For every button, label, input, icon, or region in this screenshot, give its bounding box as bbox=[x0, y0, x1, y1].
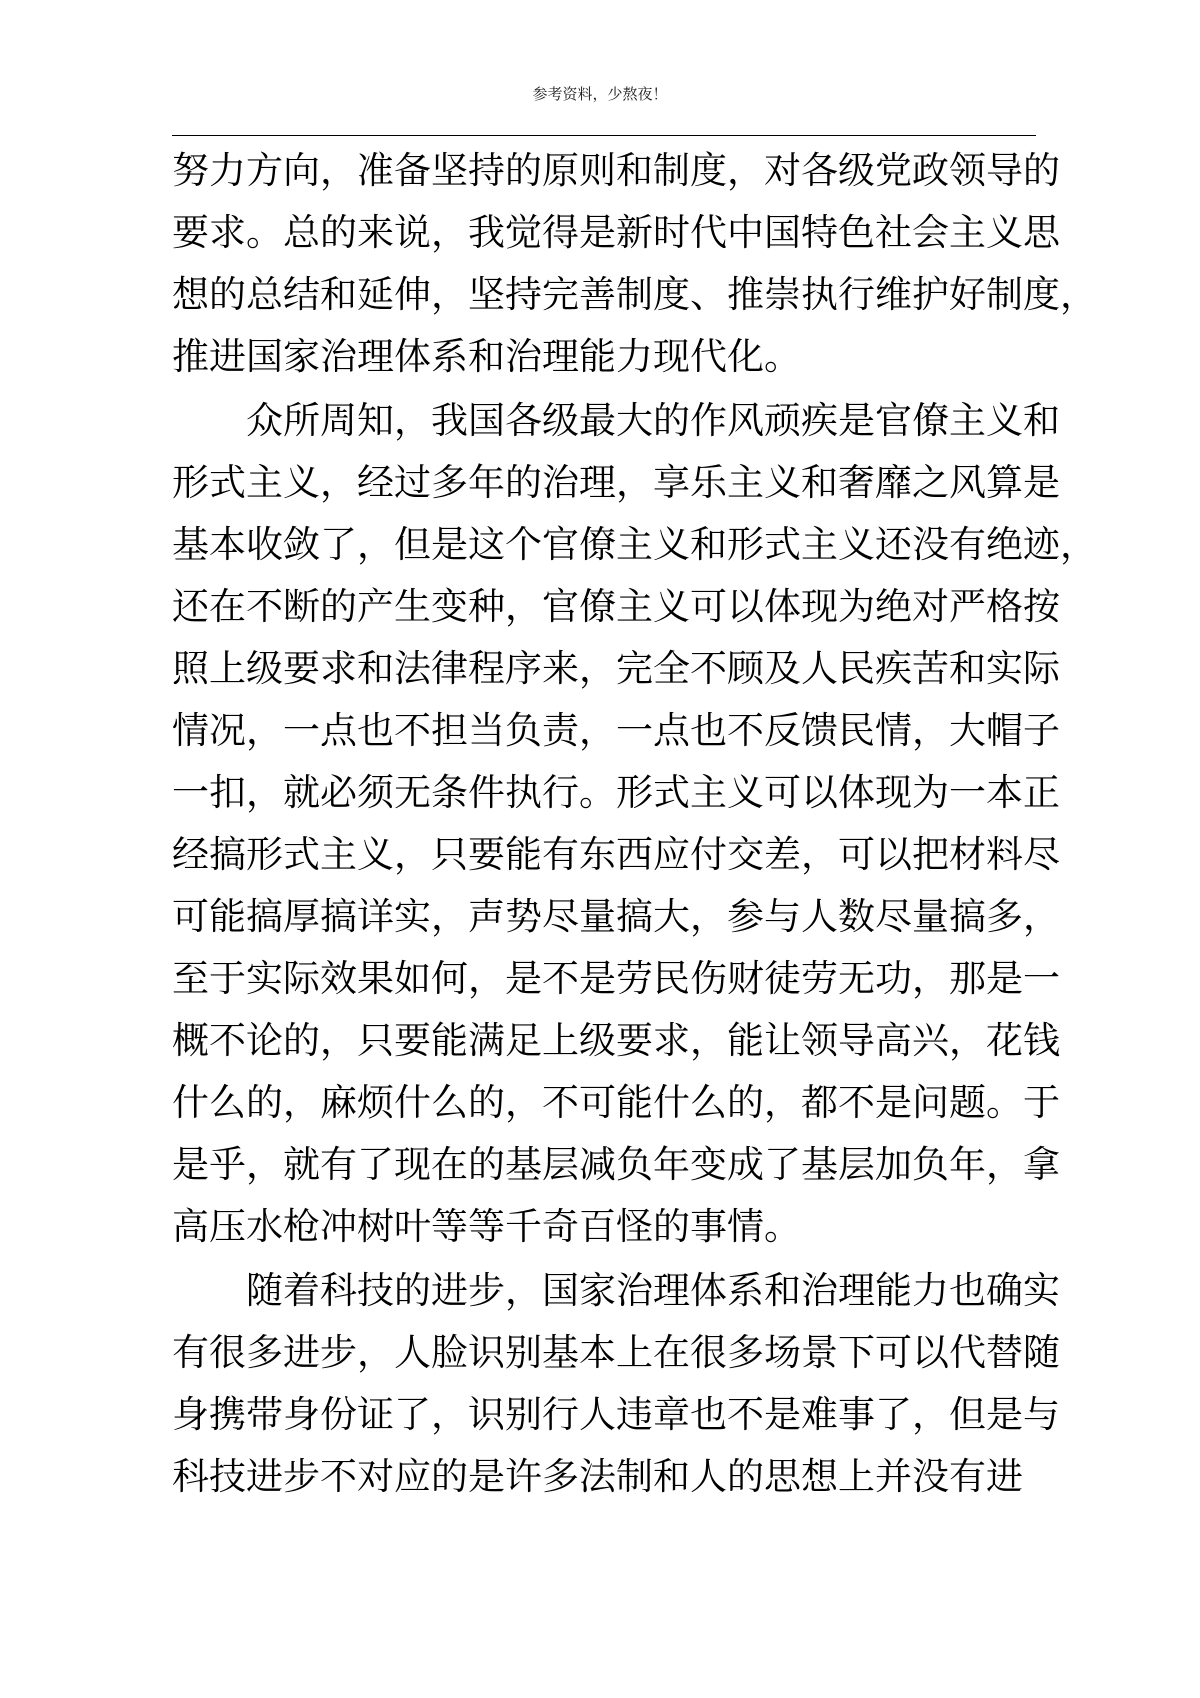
text-line: 形式主义，经过多年的治理，享乐主义和奢靡之风算是 bbox=[172, 461, 1060, 504]
text-line: 什么的，麻烦什么的，不可能什么的，都不是问题。于 bbox=[172, 1081, 1060, 1124]
text-line: 众所周知，我国各级最大的作风顽疾是官僚主义和 bbox=[246, 399, 1060, 442]
text-line: 要求。总的来说，我觉得是新时代中国特色社会主义思 bbox=[172, 211, 1060, 254]
text-line: 随着科技的进步，国家治理体系和治理能力也确实 bbox=[246, 1269, 1060, 1312]
text-line: 高压水枪冲树叶等等千奇百怪的事情。 bbox=[172, 1205, 801, 1248]
running-header: 参考资料，少熬夜！ bbox=[532, 85, 668, 103]
text-line: 身携带身份证了，识别行人违章也不是难事了，但是与 bbox=[172, 1393, 1060, 1436]
text-line: 科技进步不对应的是许多法制和人的思想上并没有进 bbox=[172, 1455, 1023, 1498]
document-body bbox=[172, 140, 1097, 1508]
text-line: 有很多进步，人脸识别基本上在很多场景下可以代替随 bbox=[172, 1331, 1060, 1374]
text-line: 还在不断的产生变种，官僚主义可以体现为绝对严格按 bbox=[172, 585, 1060, 628]
text-line: 想的总结和延伸，坚持完善制度、推崇执行维护好制度， bbox=[172, 273, 1097, 316]
text-line: 基本收敛了，但是这个官僚主义和形式主义还没有绝迹， bbox=[172, 523, 1097, 566]
header-divider bbox=[172, 135, 1036, 136]
text-line: 经搞形式主义，只要能有东西应付交差，可以把材料尽 bbox=[172, 833, 1060, 876]
text-line: 努力方向，准备坚持的原则和制度，对各级党政领导的 bbox=[172, 149, 1060, 192]
text-line: 可能搞厚搞详实，声势尽量搞大，参与人数尽量搞多， bbox=[172, 895, 1060, 938]
text-line: 推进国家治理体系和治理能力现代化。 bbox=[172, 335, 801, 378]
paragraph-3 bbox=[172, 1260, 1060, 1508]
text-line: 照上级要求和法律程序来，完全不顾及人民疾苦和实际 bbox=[172, 647, 1060, 690]
paragraph-2 bbox=[172, 390, 1097, 1258]
text-line: 一扣，就必须无条件执行。形式主义可以体现为一本正 bbox=[172, 771, 1060, 814]
paragraph-1 bbox=[172, 140, 1097, 388]
text-line: 至于实际效果如何，是不是劳民伤财徒劳无功，那是一 bbox=[172, 957, 1060, 1000]
text-line: 概不论的，只要能满足上级要求，能让领导高兴，花钱 bbox=[172, 1019, 1060, 1062]
text-line: 是乎，就有了现在的基层减负年变成了基层加负年，拿 bbox=[172, 1143, 1060, 1186]
text-line: 情况，一点也不担当负责，一点也不反馈民情，大帽子 bbox=[172, 709, 1060, 752]
